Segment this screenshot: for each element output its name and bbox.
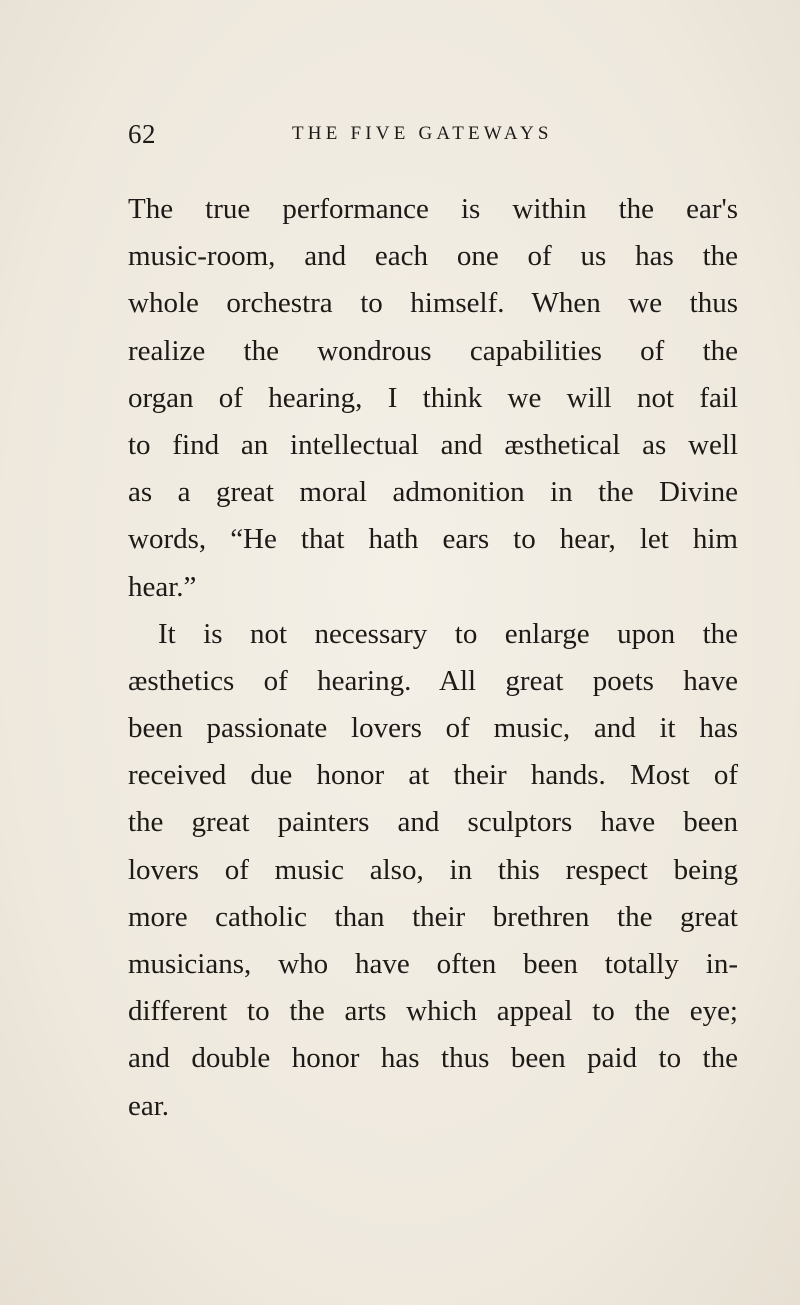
- running-title: THE FIVE GATEWAYS: [292, 123, 553, 144]
- text-line: words, “He that hath ears to hear, let him: [128, 523, 738, 556]
- body-text: [128, 186, 738, 1130]
- text-line: lovers of music also, in this respect being: [128, 853, 738, 886]
- text-line: ear.: [128, 1089, 170, 1122]
- text-line: music-room, and each one of us has the: [128, 240, 738, 273]
- text-line: æsthetics of hearing. All great poets have: [128, 664, 738, 697]
- text-line: musicians, who have often been totally in-: [128, 948, 738, 980]
- paragraph: [128, 611, 738, 1130]
- text-line: the great painters and sculptors have been: [128, 806, 738, 839]
- text-line: and double honor has thus been paid to the: [128, 1042, 738, 1075]
- text-line: organ of hearing, I think we will not fail: [128, 381, 738, 414]
- running-head: [128, 118, 728, 150]
- text-line: to find an intellectual and æsthetical as well: [128, 428, 738, 461]
- text-line: been passionate lovers of music, and it has: [128, 712, 738, 745]
- text-line: hear.”: [128, 570, 197, 603]
- text-line: more catholic than their brethren the great: [128, 900, 738, 933]
- page-number: 62: [128, 119, 156, 149]
- text-line: realize the wondrous capabilities of the: [128, 334, 738, 367]
- text-line: The true performance is within the ear's: [128, 193, 738, 225]
- paragraph: [128, 186, 738, 611]
- text-line: It is not necessary to enlarge upon the: [158, 617, 738, 650]
- text-line: received due honor at their hands. Most of: [128, 759, 738, 792]
- text-line: as a great moral admonition in the Divine: [128, 476, 738, 509]
- text-line: different to the arts which appeal to the eye;: [128, 995, 738, 1028]
- text-line: whole orchestra to himself. When we thus: [128, 287, 738, 320]
